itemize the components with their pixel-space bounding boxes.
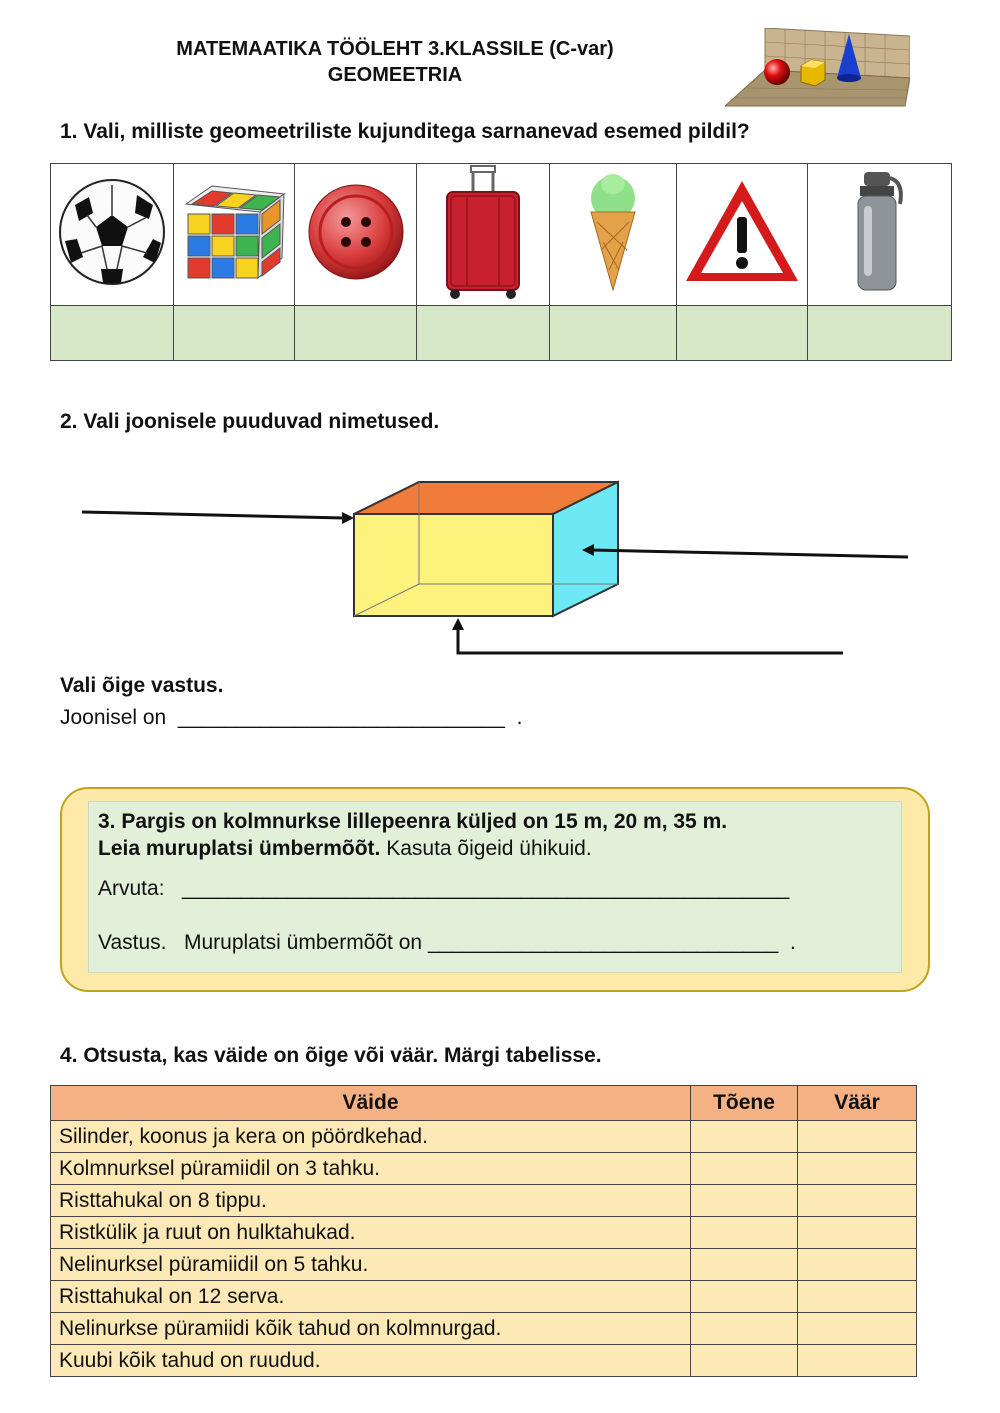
table-row: [51, 1121, 917, 1153]
statement-cell: Nelinurksel püramiidil on 5 tahku.: [51, 1249, 691, 1281]
question-4-heading: 4. Otsusta, kas väide on õige või väär. Märgi tabelisse.: [60, 1044, 602, 1067]
false-checkbox-cell[interactable]: [798, 1121, 917, 1153]
table-row: [51, 1185, 917, 1217]
water-bottle-icon: [850, 170, 910, 294]
statement-cell: Kuubi kõik tahud on ruudud.: [51, 1345, 691, 1377]
true-checkbox-cell[interactable]: [691, 1185, 798, 1217]
true-checkbox-cell[interactable]: [691, 1121, 798, 1153]
table-row: [51, 1281, 917, 1313]
q2-answer-label: Joonisel on: [60, 706, 167, 729]
q2-answer-blank[interactable]: ____________________________: [177, 706, 505, 729]
q3-line2: [98, 837, 592, 861]
button-icon: [306, 182, 406, 282]
statement-cell: Silinder, koonus ja kera on pöördkehad.: [51, 1121, 691, 1153]
answer-cell[interactable]: [51, 306, 174, 361]
q3-calc-label: Arvuta:: [98, 877, 165, 900]
q3-answer-line: [98, 931, 796, 955]
warning-sign-icon: [682, 177, 802, 287]
picture-cell: [550, 164, 677, 306]
picture-cell: [677, 164, 808, 306]
q2-answer-end: .: [516, 706, 523, 729]
picture-cell: [808, 164, 952, 306]
worksheet-subtitle: GEOMEETRIA: [327, 64, 463, 86]
q3-answer-label: Vastus. Muruplatsi ümbermõõt on: [98, 931, 423, 954]
question-2-heading: 2. Vali joonisele puuduvad nimetused.: [60, 410, 440, 433]
true-checkbox-cell[interactable]: [691, 1217, 798, 1249]
q3-line1: 3. Pargis on kolmnurkse lillepeenra küljed on 15 m, 20 m, 35 m.: [98, 810, 728, 833]
true-checkbox-cell[interactable]: [691, 1313, 798, 1345]
false-checkbox-cell[interactable]: [798, 1185, 917, 1217]
true-checkbox-cell[interactable]: [691, 1249, 798, 1281]
label-arrow-left: [82, 512, 344, 518]
q3-answer-end: .: [790, 931, 796, 954]
rubiks-cube-icon: [182, 182, 286, 282]
picture-cell: [417, 164, 550, 306]
ice-cream-cone-icon: [583, 170, 643, 294]
column-header-false: Väär: [798, 1086, 917, 1121]
shapes-matching-table: [50, 163, 952, 361]
q2-prompt: Vali õige vastus.: [60, 674, 224, 697]
picture-cell: [295, 164, 417, 306]
table-row: [51, 1217, 917, 1249]
answer-cell[interactable]: [550, 306, 677, 361]
q3-line2-normal: Kasuta õigeid ühikuid.: [380, 837, 592, 860]
q3-calc-line: [98, 877, 789, 901]
column-header-true: Tõene: [691, 1086, 798, 1121]
false-checkbox-cell[interactable]: [798, 1153, 917, 1185]
false-checkbox-cell[interactable]: [798, 1217, 917, 1249]
cuboid-front-face: [354, 514, 553, 616]
false-checkbox-cell[interactable]: [798, 1345, 917, 1377]
soccer-ball-icon: [57, 177, 167, 287]
answer-cell[interactable]: [417, 306, 550, 361]
statement-cell: Kolmnurksel püramiidil on 3 tahku.: [51, 1153, 691, 1185]
suitcase-icon: [441, 164, 525, 300]
label-arrow-bottom: [458, 626, 843, 653]
geometry-shapes-illustration: [725, 28, 910, 108]
answer-cell[interactable]: [174, 306, 295, 361]
true-checkbox-cell[interactable]: [691, 1281, 798, 1313]
true-checkbox-cell[interactable]: [691, 1345, 798, 1377]
q3-answer-blank[interactable]: ______________________________: [427, 931, 779, 954]
statement-cell: Risttahukal on 8 tippu.: [51, 1185, 691, 1217]
table-row: [51, 1345, 917, 1377]
table-row: [51, 1153, 917, 1185]
answer-cell[interactable]: [808, 306, 952, 361]
false-checkbox-cell[interactable]: [798, 1249, 917, 1281]
false-checkbox-cell[interactable]: [798, 1281, 917, 1313]
column-header-statement: Väide: [51, 1086, 691, 1121]
picture-cell: [51, 164, 174, 306]
cuboid-diagram: [0, 470, 1000, 660]
true-checkbox-cell[interactable]: [691, 1153, 798, 1185]
false-checkbox-cell[interactable]: [798, 1313, 917, 1345]
q3-calc-blank[interactable]: ____________________________________________________: [182, 877, 790, 900]
answer-cell[interactable]: [295, 306, 417, 361]
table-row: [51, 1249, 917, 1281]
statement-cell: Nelinurkse püramiidi kõik tahud on kolmnurgad.: [51, 1313, 691, 1345]
worksheet-title: MATEMAATIKA TÖÖLEHT 3.KLASSILE (C-var): [176, 38, 614, 60]
statement-cell: Ristkülik ja ruut on hulktahukad.: [51, 1217, 691, 1249]
table-row: [51, 1313, 917, 1345]
answer-cell[interactable]: [677, 306, 808, 361]
question-1-heading: 1. Vali, milliste geomeetriliste kujunditega sarnanevad esemed pildil?: [60, 120, 750, 143]
q3-line2-bold: Leia muruplatsi ümbermõõt.: [98, 837, 381, 860]
true-false-table: [50, 1085, 917, 1377]
statement-cell: Risttahukal on 12 serva.: [51, 1281, 691, 1313]
picture-cell: [174, 164, 295, 306]
q2-answer-line: [60, 706, 522, 730]
label-arrow-right: [592, 550, 908, 557]
